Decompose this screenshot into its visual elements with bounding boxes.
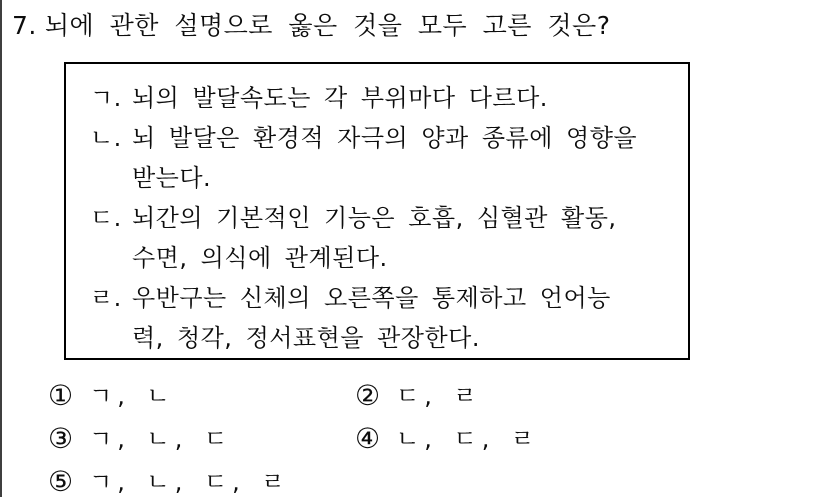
option-5-text: ㄱ, ㄴ, ㄷ, ㄹ: [89, 468, 290, 496]
statement-line: 수면, 의식에 관계된다.: [132, 244, 388, 272]
statement-line: 받는다.: [132, 164, 212, 192]
option-3: [48, 422, 233, 455]
option-3-text: ㄱ, ㄴ, ㄷ: [89, 425, 233, 453]
statement-box: [64, 62, 690, 360]
statement-line: 력, 청각, 정서표현을 관장한다.: [132, 324, 480, 352]
question-title: 뇌에 관한 설명으로 옳은 것을 모두 고른 것은?: [44, 11, 611, 40]
option-4-number: ④: [355, 422, 381, 455]
statement-marker-rieul: ㄹ.: [90, 284, 122, 312]
option-5-number: ⑤: [48, 465, 74, 498]
statement-item-giyeok: [90, 78, 682, 118]
option-4-text: ㄴ, ㄷ, ㄹ: [396, 425, 540, 453]
statement-item-digeut: [90, 198, 682, 278]
option-2-text: ㄷ, ㄹ: [396, 382, 482, 410]
question-number: 7.: [12, 11, 37, 40]
option-1: [48, 379, 175, 412]
question-header: [12, 11, 610, 41]
statement-line: 뇌의 발달속도는 각 부위마다 다르다.: [132, 84, 548, 112]
column-divider: [0, 0, 2, 497]
statement-text-giyeok: [132, 78, 682, 118]
statement-item-rieul: [90, 278, 682, 358]
statement-line: 우반구는 신체의 오른쪽을 통제하고 언어능: [132, 284, 611, 312]
statement-text-digeut: [132, 198, 682, 278]
option-1-number: ①: [48, 379, 74, 412]
option-3-number: ③: [48, 422, 74, 455]
option-4: [355, 422, 540, 455]
option-2-number: ②: [355, 379, 381, 412]
statement-line: 뇌 발달은 환경적 자극의 양과 종류에 영향을: [132, 124, 638, 152]
statement-marker-nieun: ㄴ.: [90, 124, 122, 152]
statement-text-nieun: [132, 118, 682, 198]
statement-item-nieun: [90, 118, 682, 198]
statement-marker-giyeok: ㄱ.: [90, 84, 122, 112]
option-2: [355, 379, 482, 412]
statement-line: 뇌간의 기본적인 기능은 호흡, 심혈관 활동,: [132, 204, 617, 232]
statement-text-rieul: [132, 278, 682, 358]
option-1-text: ㄱ, ㄴ: [89, 382, 175, 410]
statement-marker-digeut: ㄷ.: [90, 204, 122, 232]
option-5: [48, 465, 290, 498]
